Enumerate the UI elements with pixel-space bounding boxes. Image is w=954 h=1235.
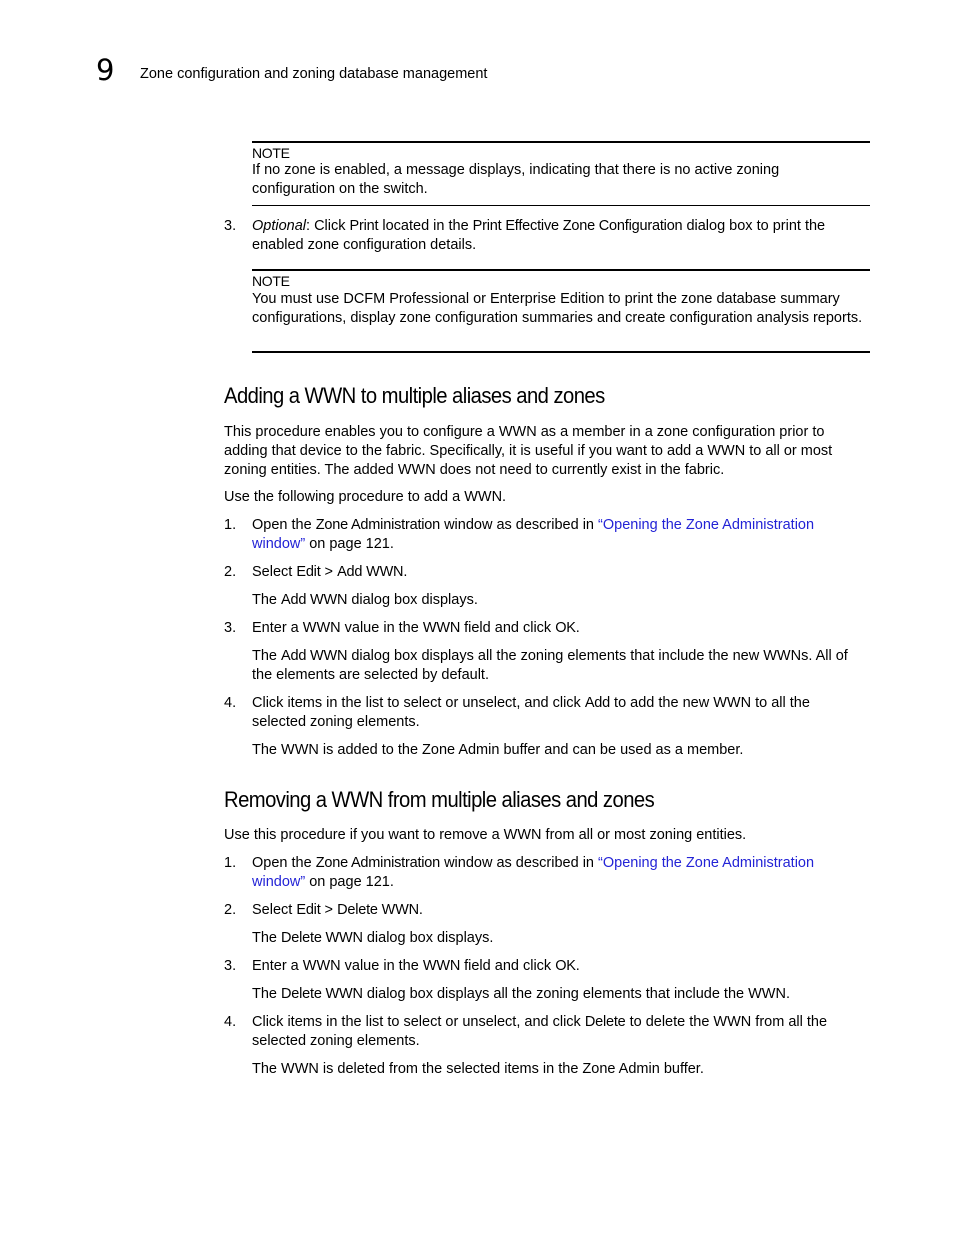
step-text: Click items in the list to select or unselect, and click Delete to delete the WWN from all the selected zoning elements. bbox=[252, 1014, 828, 1049]
step-number: 3. bbox=[224, 218, 237, 234]
dialog-ref: Print Effective Zone Configuration bbox=[472, 218, 683, 234]
step-result: The Delete WWN dialog box displays all the zoning elements that include the WWN. bbox=[252, 986, 790, 1002]
step-number: 4. bbox=[224, 695, 237, 711]
cross-reference-link[interactable]: “Opening the Zone Administration window” bbox=[252, 517, 815, 552]
step-text: Select Edit > Add WWN. bbox=[252, 564, 408, 580]
step-number: 4. bbox=[224, 1014, 237, 1030]
procedure-lead: Use the following procedure to add a WWN. bbox=[224, 489, 507, 505]
section-heading: Adding a WWN to multiple aliases and zones bbox=[224, 383, 605, 408]
step-text: Enter a WWN value in the WWN field and click OK. bbox=[252, 958, 580, 974]
step-number: 2. bbox=[224, 564, 237, 580]
step-number: 3. bbox=[224, 958, 237, 974]
step-result: The Add WWN dialog box displays all the zoning elements that include the new WWNs. All of the elements are selected by default. bbox=[252, 648, 848, 683]
optional-label: Optional bbox=[252, 218, 307, 234]
note-top-rule bbox=[252, 141, 870, 143]
step-text: Optional: Click Print located in the Print Effective Zone Configuration dialog box to print the enabled zone configuration details. bbox=[252, 218, 826, 253]
step-text: Open the Zone Administration window as described in “Opening the Zone Administration window” on page 121. bbox=[252, 855, 815, 890]
step-result: The WWN is added to the Zone Admin buffer and can be used as a member. bbox=[252, 742, 744, 758]
step-result: The Delete WWN dialog box displays. bbox=[252, 930, 494, 946]
note-label: NOTE bbox=[252, 273, 290, 289]
step-number: 1. bbox=[224, 855, 237, 871]
step-number: 1. bbox=[224, 517, 237, 533]
note-text: You must use DCFM Professional or Enterprise Edition to print the zone database summary configurations, display zone configuration summaries and create configuration analysis reports. bbox=[252, 291, 863, 326]
step-number: 2. bbox=[224, 902, 237, 918]
section-heading: Removing a WWN from multiple aliases and zones bbox=[224, 787, 655, 812]
step-text: Select Edit > Delete WWN. bbox=[252, 902, 423, 918]
step-text: Click items in the list to select or unselect, and click Add to add the new WWN to all the selected zoning elements. bbox=[252, 695, 810, 730]
step-number: 3. bbox=[224, 620, 237, 636]
note-top-rule bbox=[252, 269, 870, 271]
step-text: Open the Zone Administration window as described in “Opening the Zone Administration window” on page 121. bbox=[252, 517, 815, 552]
chapter-number: 9 bbox=[96, 53, 115, 87]
note-bottom-rule bbox=[252, 351, 870, 353]
step-text: Enter a WWN value in the WWN field and click OK. bbox=[252, 620, 580, 636]
cross-reference-link[interactable]: “Opening the Zone Administration window” bbox=[252, 855, 815, 890]
section-intro: This procedure enables you to configure a WWN as a member in a zone configuration prior to adding that device to the fabric. Specifically, it is useful if you want to add a WWN to all or most zoning entities. The added WWN does not need to currently exist in the fabric. bbox=[224, 424, 833, 478]
note-label: NOTE bbox=[252, 145, 290, 161]
note-text: If no zone is enabled, a message displays, indicating that there is no active zoning configuration on the switch. bbox=[252, 162, 780, 197]
running-header-title: Zone configuration and zoning database management bbox=[140, 66, 488, 82]
section-intro: Use this procedure if you want to remove a WWN from all or most zoning entities. bbox=[224, 827, 747, 843]
note-bottom-rule bbox=[252, 205, 870, 206]
step-result: The WWN is deleted from the selected items in the Zone Admin buffer. bbox=[252, 1061, 704, 1077]
print-button-ref: Print bbox=[349, 218, 379, 234]
step-result: The Add WWN dialog box displays. bbox=[252, 592, 478, 608]
